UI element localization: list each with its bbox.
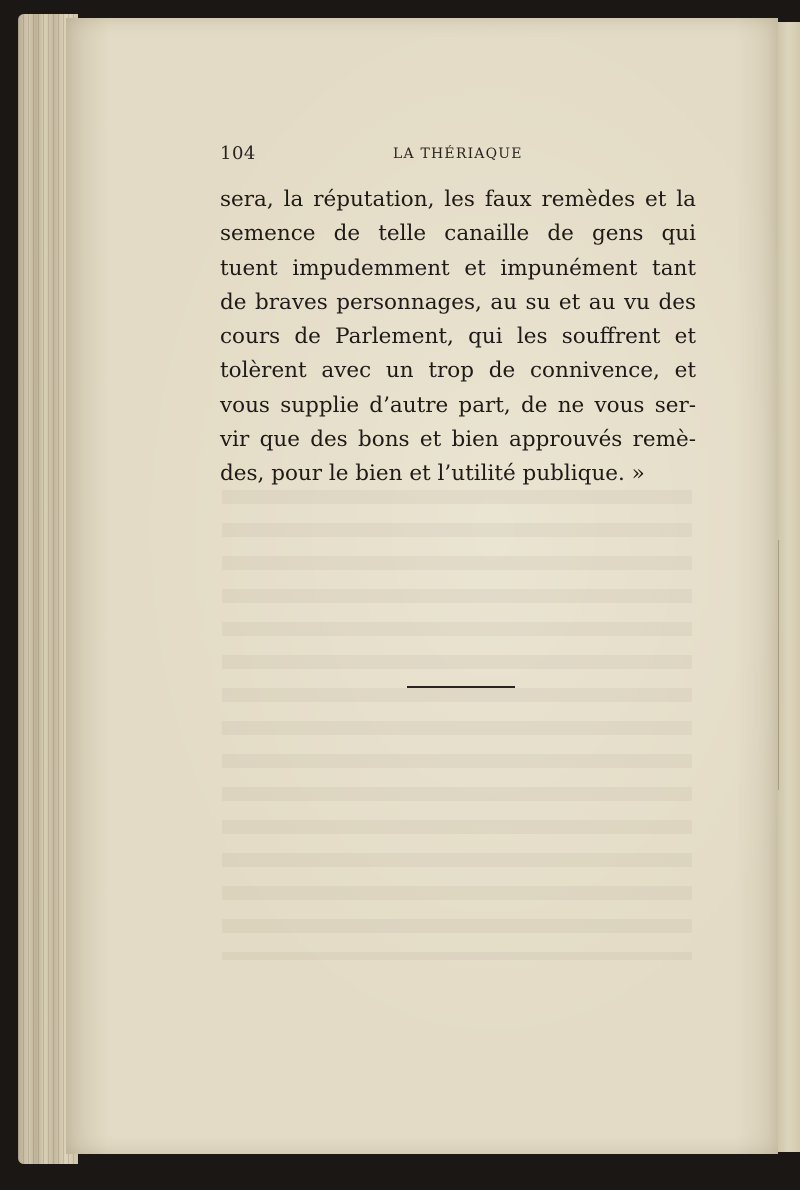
page-number: 104 [220, 143, 256, 164]
show-through [222, 490, 692, 960]
text-line: tuent impudemment et impunément tant [220, 255, 696, 281]
facing-page-edge [778, 22, 800, 1152]
text-line: des, pour le bien et l’utilité publique. » [220, 461, 645, 487]
text-line: sera, la réputation, les faux remèdes et la [220, 187, 696, 212]
section-end-rule [407, 686, 515, 688]
text-line: vous supplie d’autre part, de ne vous ser- [220, 392, 696, 418]
text-line: cours de Parlement, qui les souffrent et [220, 324, 696, 350]
text-line: tolèrent avec un trop de connivence, et [220, 358, 696, 384]
text-line: semence de telle canaille de gens qui [220, 221, 696, 247]
running-title: LA THÉRIAQUE [393, 146, 523, 162]
page-header [220, 143, 700, 165]
text-line: vir que des bons et bien approuvés remè- [220, 427, 696, 453]
text-line: de braves personnages, au su et au vu des [220, 289, 696, 315]
body-text [220, 183, 696, 492]
